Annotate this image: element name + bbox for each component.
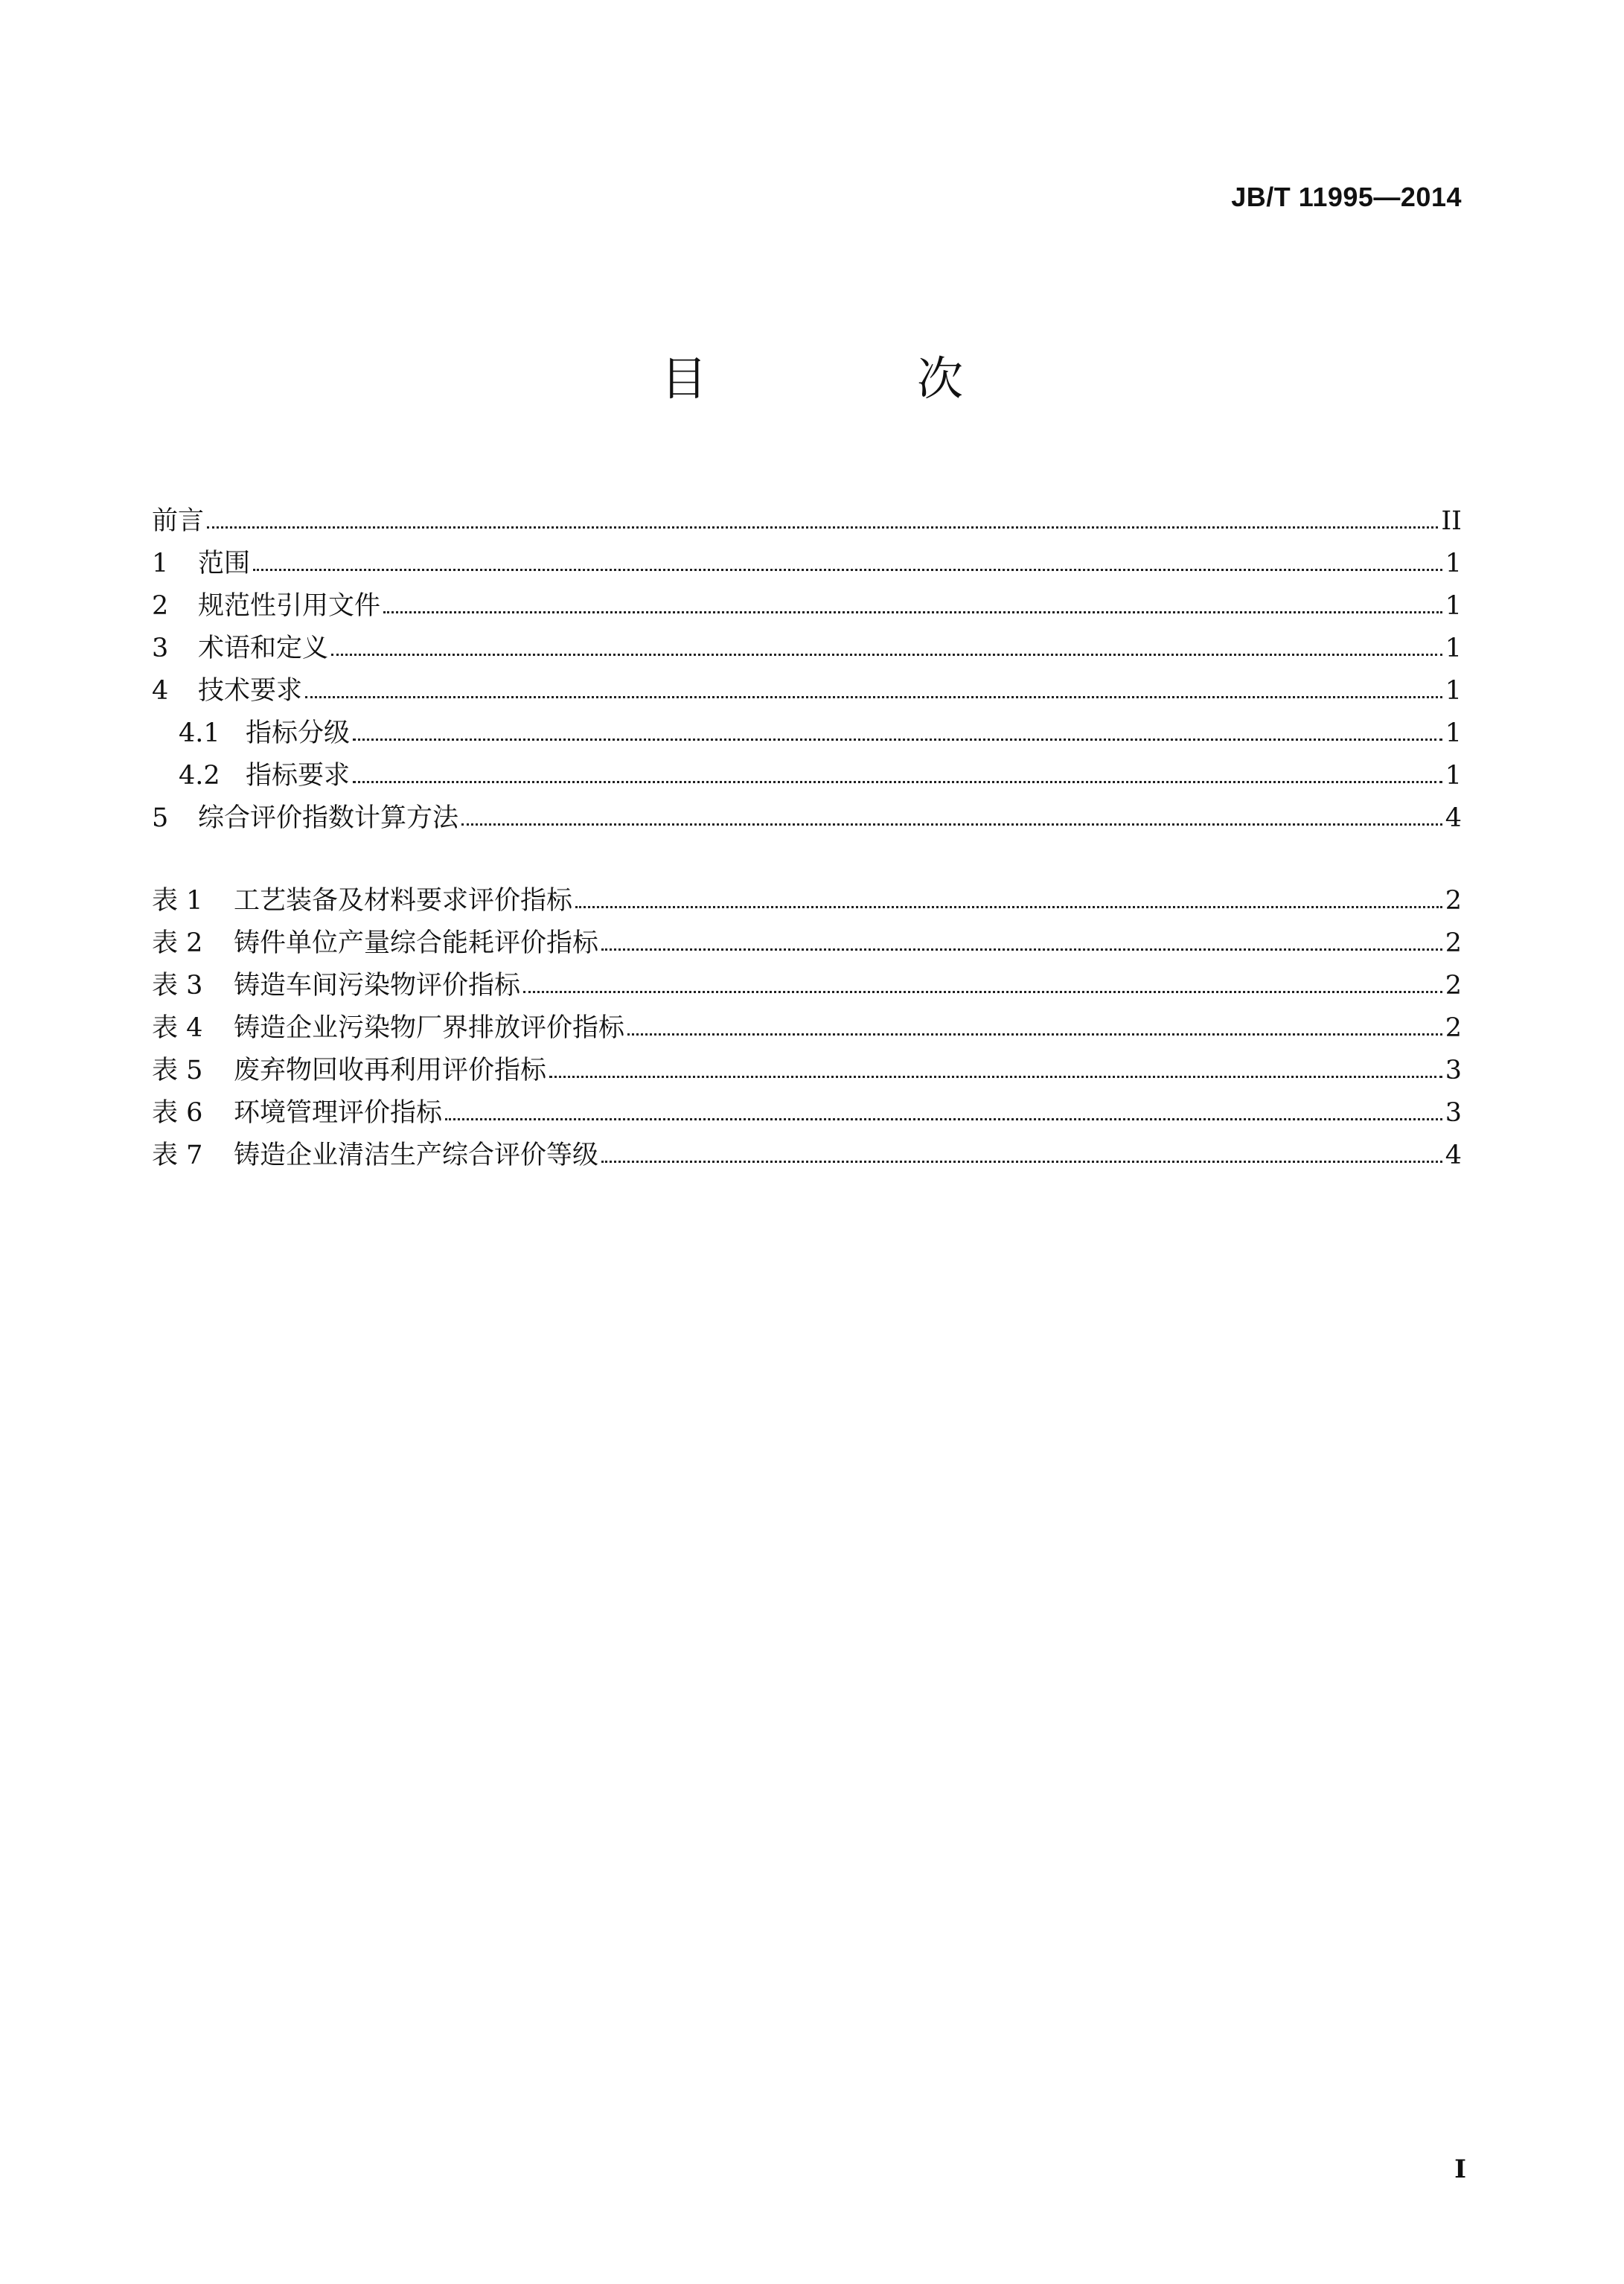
toc-entry-title: 废弃物回收再利用评价指标 bbox=[234, 1056, 547, 1085]
toc-sections-list bbox=[152, 492, 1462, 832]
toc-tables-list bbox=[152, 872, 1462, 1169]
toc-entry-title: 工艺装备及材料要求评价指标 bbox=[234, 886, 573, 916]
toc-entry-number: 4.2 bbox=[179, 761, 220, 791]
toc-entry-page: 1 bbox=[1445, 591, 1462, 621]
page-title: 目 次 bbox=[660, 351, 1045, 406]
toc-entry-number: 3 bbox=[152, 634, 169, 663]
toc-dot-leader bbox=[331, 654, 1442, 656]
toc-entry-page: 3 bbox=[1445, 1098, 1462, 1128]
toc-entry-number: 4.1 bbox=[179, 718, 220, 748]
toc-entry-page: 2 bbox=[1445, 928, 1462, 958]
toc-entry-table-3[interactable] bbox=[152, 957, 1462, 999]
toc-entry-table-1[interactable] bbox=[152, 872, 1462, 914]
toc-entry-section-4-2[interactable] bbox=[152, 747, 1462, 789]
toc-entry-number: 表 4 bbox=[152, 1013, 203, 1043]
toc-entry-title: 环境管理评价指标 bbox=[234, 1098, 443, 1128]
toc-entry-section-3[interactable] bbox=[152, 619, 1462, 662]
toc-entry-section-4[interactable] bbox=[152, 662, 1462, 704]
toc-entry-section-2[interactable] bbox=[152, 577, 1462, 619]
toc-entry-number: 5 bbox=[152, 803, 169, 833]
toc-dot-leader bbox=[549, 1076, 1442, 1078]
toc-entry-number: 表 1 bbox=[152, 886, 203, 916]
toc-dot-leader bbox=[207, 526, 1438, 529]
toc-entry-number: 1 bbox=[152, 549, 169, 578]
toc-entry-page: 1 bbox=[1445, 761, 1462, 791]
toc-dot-leader bbox=[601, 1161, 1442, 1163]
toc-entry-title: 铸件单位产量综合能耗评价指标 bbox=[234, 928, 599, 958]
toc-entry-section-4-1[interactable] bbox=[152, 704, 1462, 747]
toc-entry-title: 指标分级 bbox=[246, 718, 351, 748]
toc-entry-foreword[interactable] bbox=[152, 492, 1462, 535]
toc-entry-page: 1 bbox=[1445, 676, 1462, 706]
toc-entry-page: 2 bbox=[1445, 886, 1462, 916]
toc-entry-title: 规范性引用文件 bbox=[198, 591, 381, 621]
toc-entry-title: 范围 bbox=[198, 549, 251, 578]
toc-entry-title: 综合评价指数计算方法 bbox=[198, 803, 459, 833]
toc-entry-title: 铸造企业污染物厂界排放评价指标 bbox=[234, 1013, 625, 1043]
toc-dot-leader bbox=[445, 1118, 1442, 1120]
toc-entry-table-4[interactable] bbox=[152, 999, 1462, 1041]
toc-entry-table-2[interactable] bbox=[152, 914, 1462, 957]
toc-dot-leader bbox=[627, 1033, 1442, 1036]
toc-entry-number: 表 5 bbox=[152, 1056, 203, 1085]
standard-code: JB/T 11995—2014 bbox=[1231, 182, 1462, 212]
toc-entry-number: 4 bbox=[152, 676, 169, 706]
toc-dot-leader bbox=[353, 781, 1442, 783]
toc-entry-section-1[interactable] bbox=[152, 535, 1462, 577]
toc-entry-page: 4 bbox=[1445, 1141, 1462, 1170]
toc-entry-page: 1 bbox=[1445, 634, 1462, 663]
toc-entry-section-5[interactable] bbox=[152, 789, 1462, 832]
toc-entry-title: 技术要求 bbox=[198, 676, 303, 706]
toc-dot-leader bbox=[461, 823, 1442, 826]
toc-dot-leader bbox=[353, 739, 1442, 741]
toc-entry-table-5[interactable] bbox=[152, 1041, 1462, 1084]
toc-dot-leader bbox=[305, 696, 1442, 698]
toc-entry-page: 2 bbox=[1445, 971, 1462, 1001]
toc-entry-number: 表 3 bbox=[152, 971, 203, 1001]
toc-entry-title: 前言 bbox=[152, 506, 205, 536]
toc-dot-leader bbox=[601, 948, 1442, 951]
toc-dot-leader bbox=[253, 569, 1442, 571]
toc-entry-table-6[interactable] bbox=[152, 1084, 1462, 1126]
toc-entry-page: 1 bbox=[1445, 718, 1462, 748]
toc-dot-leader bbox=[383, 611, 1442, 613]
toc-entry-title: 指标要求 bbox=[246, 761, 351, 791]
toc-entry-table-7[interactable] bbox=[152, 1126, 1462, 1169]
toc-entry-number: 表 6 bbox=[152, 1098, 203, 1128]
toc-entry-number: 表 2 bbox=[152, 928, 203, 958]
toc-entry-title: 铸造车间污染物评价指标 bbox=[234, 971, 521, 1001]
toc-entry-number: 2 bbox=[152, 591, 169, 621]
toc-entry-page: 4 bbox=[1445, 803, 1462, 833]
page-number: I bbox=[1454, 2154, 1466, 2184]
toc-dot-leader bbox=[575, 906, 1442, 908]
toc-entry-page: 3 bbox=[1445, 1056, 1462, 1085]
toc-entry-title: 术语和定义 bbox=[198, 634, 329, 663]
toc-entry-page: 1 bbox=[1445, 549, 1462, 578]
toc-entry-page: II bbox=[1441, 506, 1462, 536]
toc-entry-title: 铸造企业清洁生产综合评价等级 bbox=[234, 1141, 599, 1170]
toc-dot-leader bbox=[523, 991, 1442, 993]
toc-entry-number: 表 7 bbox=[152, 1141, 203, 1170]
toc-entry-page: 2 bbox=[1445, 1013, 1462, 1043]
